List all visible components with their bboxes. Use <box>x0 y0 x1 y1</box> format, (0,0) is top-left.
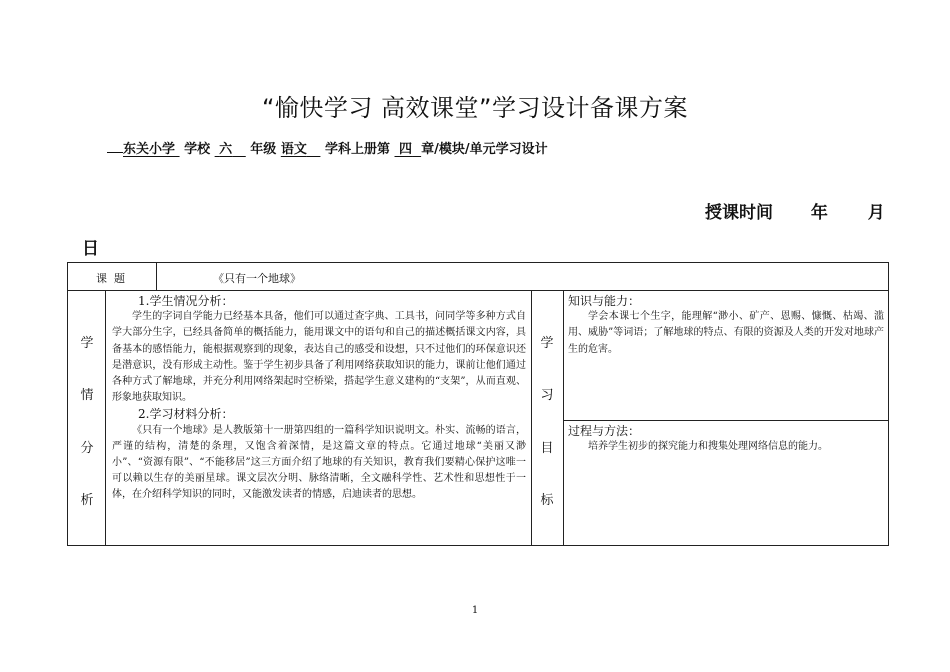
learning-goals-label <box>537 290 557 545</box>
process-goals <box>568 423 884 455</box>
learning-analysis-label <box>77 290 97 545</box>
topic-value: 《只有一个地球》 <box>213 272 301 285</box>
lesson-time-label: 授课时间 <box>705 203 773 223</box>
grade-value: 六 <box>219 142 233 157</box>
right-label-divider <box>563 290 564 545</box>
process-text: 培养学生初步的探究能力和搜集处理网络信息的能力。 <box>588 441 828 453</box>
knowledge-goals <box>568 293 884 358</box>
topic-label: 课 题 <box>96 272 125 285</box>
material-analysis-heading: 2.学习材料分析： <box>138 407 234 422</box>
topic-divider <box>156 263 157 290</box>
row-divider <box>68 290 888 291</box>
knowledge-text: 学会本课七个生字，能理解“渺小、矿产、恩赐、慷慨、枯竭、滥用、威胁”等词语；了解地球的特点、有限的资源及人类的开发对地球产生的危害。 <box>568 311 884 355</box>
page-title: “愉快学习 高效课堂”学习设计备课方案 <box>262 94 688 122</box>
left-label-divider <box>105 290 106 545</box>
chapter-value: 四 <box>399 142 413 157</box>
label-char: 析 <box>80 493 94 508</box>
chapter-label: 章/模块/单元学习设计 <box>421 142 548 157</box>
subject-value: 语文 <box>280 142 307 157</box>
course-info-line <box>107 138 548 157</box>
label-char: 标 <box>540 493 554 508</box>
label-char: 情 <box>80 388 94 403</box>
lesson-time <box>705 198 885 223</box>
school-label: 学校 <box>184 142 211 157</box>
blank-underline <box>107 140 123 153</box>
material-analysis-text: 《只有一个地球》是人教版第十一册第四组的一篇科学知识说明文。朴实、流畅的语言，严谨的结构，清楚的条理，又饱含着深情，是这篇文章的特点。它通过地球“美丽又渺小”、“资源有限”、“不能移居”这三方面介绍了地球的有关知识，教育我们要精心保护这唯一可以赖以生存的美丽星球。课文层次分明、脉络清晰，全文融科学性、艺术性和思想性于一体，在介绍科学知识的同时，又能激发读者的情感，启迪读者的思想。 <box>112 424 526 501</box>
lesson-time-day: 日 <box>82 239 99 259</box>
process-heading: 过程与方法： <box>568 424 641 438</box>
subject-label: 学科上册第 <box>324 142 390 157</box>
student-analysis-heading: 1.学生情况分析： <box>138 294 234 308</box>
student-analysis-text: 学生的字词自学能力已经基本具备，他们可以通过查字典、工具书，问同学等多种方式自学大部分生字，已经具备简单的概括能力，能用课文中的语句和自己的描述概括课文内容，具备基本的感悟能力，能根据观察到的现象，表达自己的感受和设想，只不过他们的环保意识还是潜意识，没有形成主动性。鉴于学生初步具备了利用网络获取知识的能力，课前让他们通过各种方式了解地球，并充分利用网络架起时空桥梁，搭起学生意义建构的“支架”，从而直观、形象地获取知识。 <box>112 311 526 404</box>
lesson-plan-table <box>67 262 889 546</box>
grade-label: 年级 <box>250 142 277 157</box>
label-char: 习 <box>540 388 554 403</box>
label-char: 分 <box>80 441 94 456</box>
page-number: 1 <box>471 605 479 616</box>
knowledge-heading: 知识与能力： <box>568 294 641 308</box>
label-char: 学 <box>80 336 94 351</box>
goal-divider <box>563 420 888 421</box>
lesson-time-year: 年 <box>810 203 828 223</box>
middle-divider <box>531 290 532 545</box>
label-char: 目 <box>540 441 554 456</box>
lesson-time-month: 月 <box>867 203 885 223</box>
school-name: 东关小学 <box>123 142 176 157</box>
label-char: 学 <box>540 336 554 351</box>
learning-analysis-content <box>112 293 526 504</box>
